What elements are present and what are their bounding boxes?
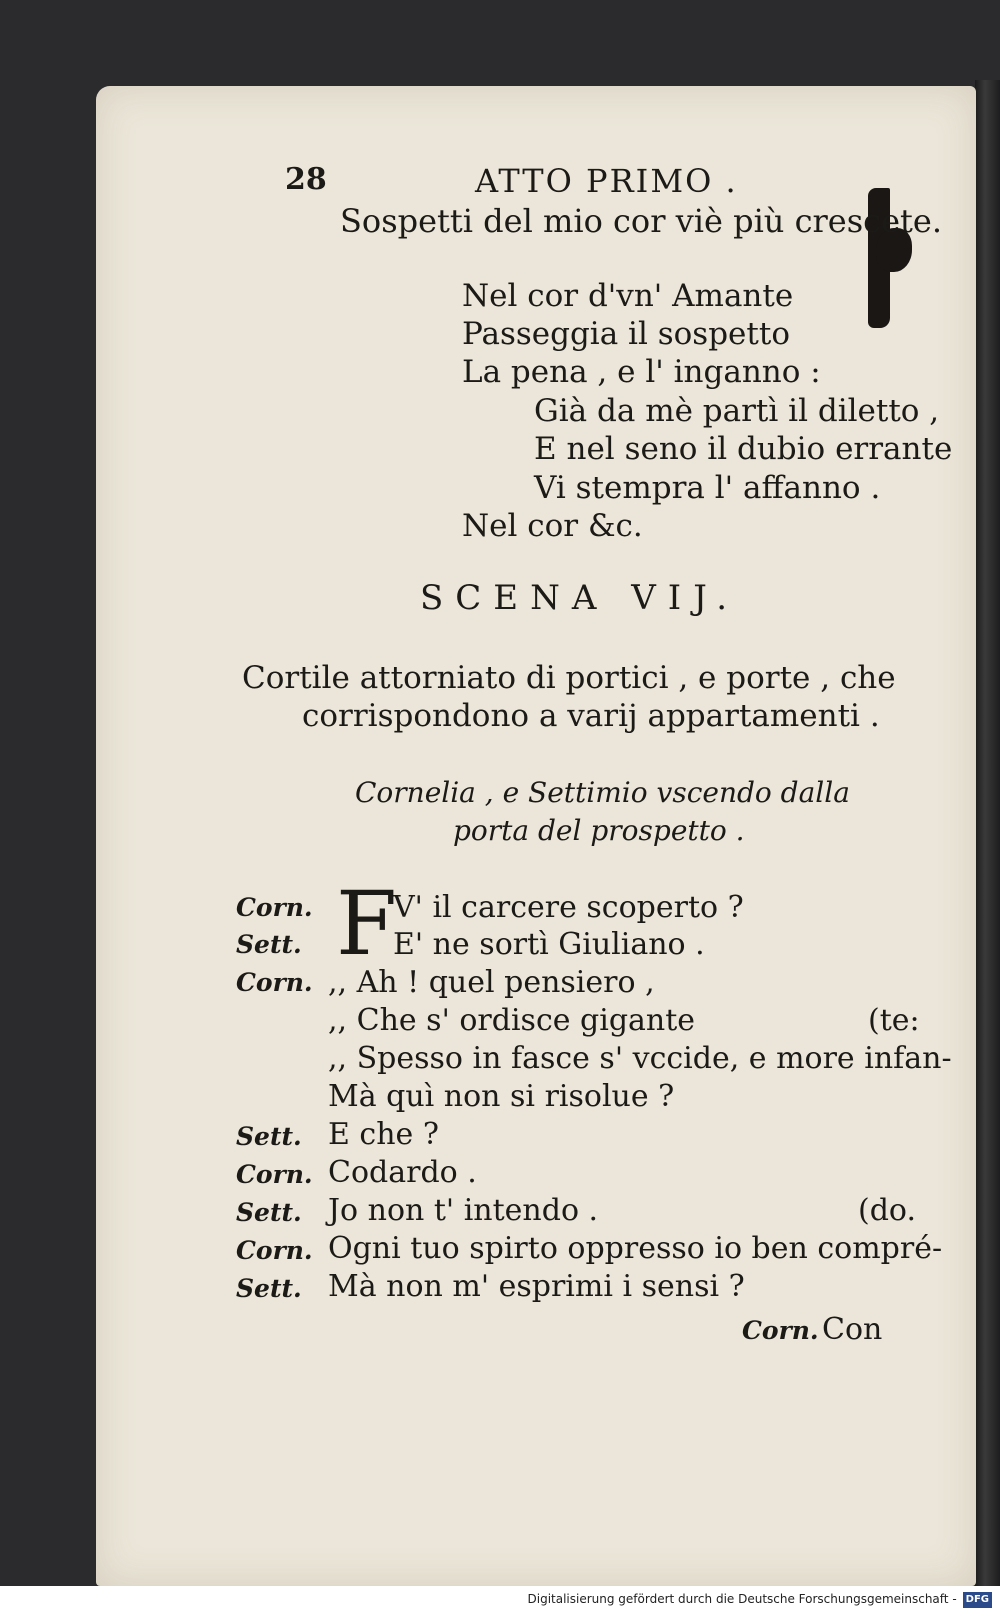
aria-line: Già da mè partì il diletto , <box>534 393 940 429</box>
aria-line: Passeggia il sospetto <box>462 316 790 352</box>
verse-line: Sospetti del mio cor viè più crescete. <box>340 202 942 240</box>
dialogue-line: Mà non m' esprimi i sensi ? <box>328 1269 745 1304</box>
dialogue-line: Codardo . <box>328 1155 477 1190</box>
speaker-label: Corn. <box>236 1160 313 1189</box>
turnover-text: (do. <box>858 1193 916 1228</box>
scene-setting: Cortile attorniato di portici , e porte , che <box>242 660 896 696</box>
character-direction: Cornelia , e Settimio vscendo dalla <box>355 776 850 809</box>
running-title: ATTO PRIMO . <box>475 162 738 200</box>
dialogue-line: ,, Spesso in fasce s' vccide, e more infan- <box>328 1041 952 1076</box>
speaker-label: Sett. <box>236 930 302 959</box>
dialogue-line: E' ne sortì Giuliano . <box>393 927 705 962</box>
dialogue-line: Jo non t' intendo . <box>328 1193 599 1228</box>
speaker-label: Corn. <box>236 893 313 922</box>
character-direction: porta del prospetto . <box>453 814 745 847</box>
speaker-label: Sett. <box>236 1198 302 1227</box>
aria-line: Nel cor &c. <box>462 508 643 544</box>
book-spine-edge <box>975 80 1000 1590</box>
aria-line: Nel cor d'vn' Amante <box>462 278 794 314</box>
speaker-label: Corn. <box>236 968 313 997</box>
footer-bar <box>0 1586 1000 1613</box>
scene-heading: SCENA VIJ. <box>420 578 740 618</box>
catchword-speaker: Corn. <box>742 1316 819 1345</box>
dialogue-line: Ogni tuo spirto oppresso io ben compré- <box>328 1231 943 1266</box>
scene-setting: corrispondono a varij appartamenti . <box>302 698 880 734</box>
page-number: 28 <box>285 162 327 197</box>
aria-line: Vi stempra l' affanno . <box>534 470 881 506</box>
speaker-label: Sett. <box>236 1274 302 1303</box>
aria-line: E nel seno il dubio errante <box>534 431 953 467</box>
catchword: Con <box>822 1312 883 1347</box>
speaker-label: Sett. <box>236 1122 302 1151</box>
turnover-text: (te: <box>868 1003 920 1038</box>
dialogue-line: E che ? <box>328 1117 439 1152</box>
dialogue-line: ,, Che s' ordisce gigante <box>328 1003 696 1038</box>
dfg-logo: DFG <box>963 1592 992 1608</box>
footer-credit: Digitalisierung gefördert durch die Deutsche Forschungsgemeinschaft - <box>527 1592 957 1606</box>
dialogue-line: ,, Ah ! quel pensiero , <box>328 965 655 1000</box>
drop-cap: F <box>336 872 398 975</box>
speaker-label: Corn. <box>236 1236 313 1265</box>
aria-line: La pena , e l' inganno : <box>462 354 821 390</box>
dialogue-line: Mà quì non si risolue ? <box>328 1079 675 1114</box>
dialogue-line: V' il carcere scoperto ? <box>393 890 744 925</box>
